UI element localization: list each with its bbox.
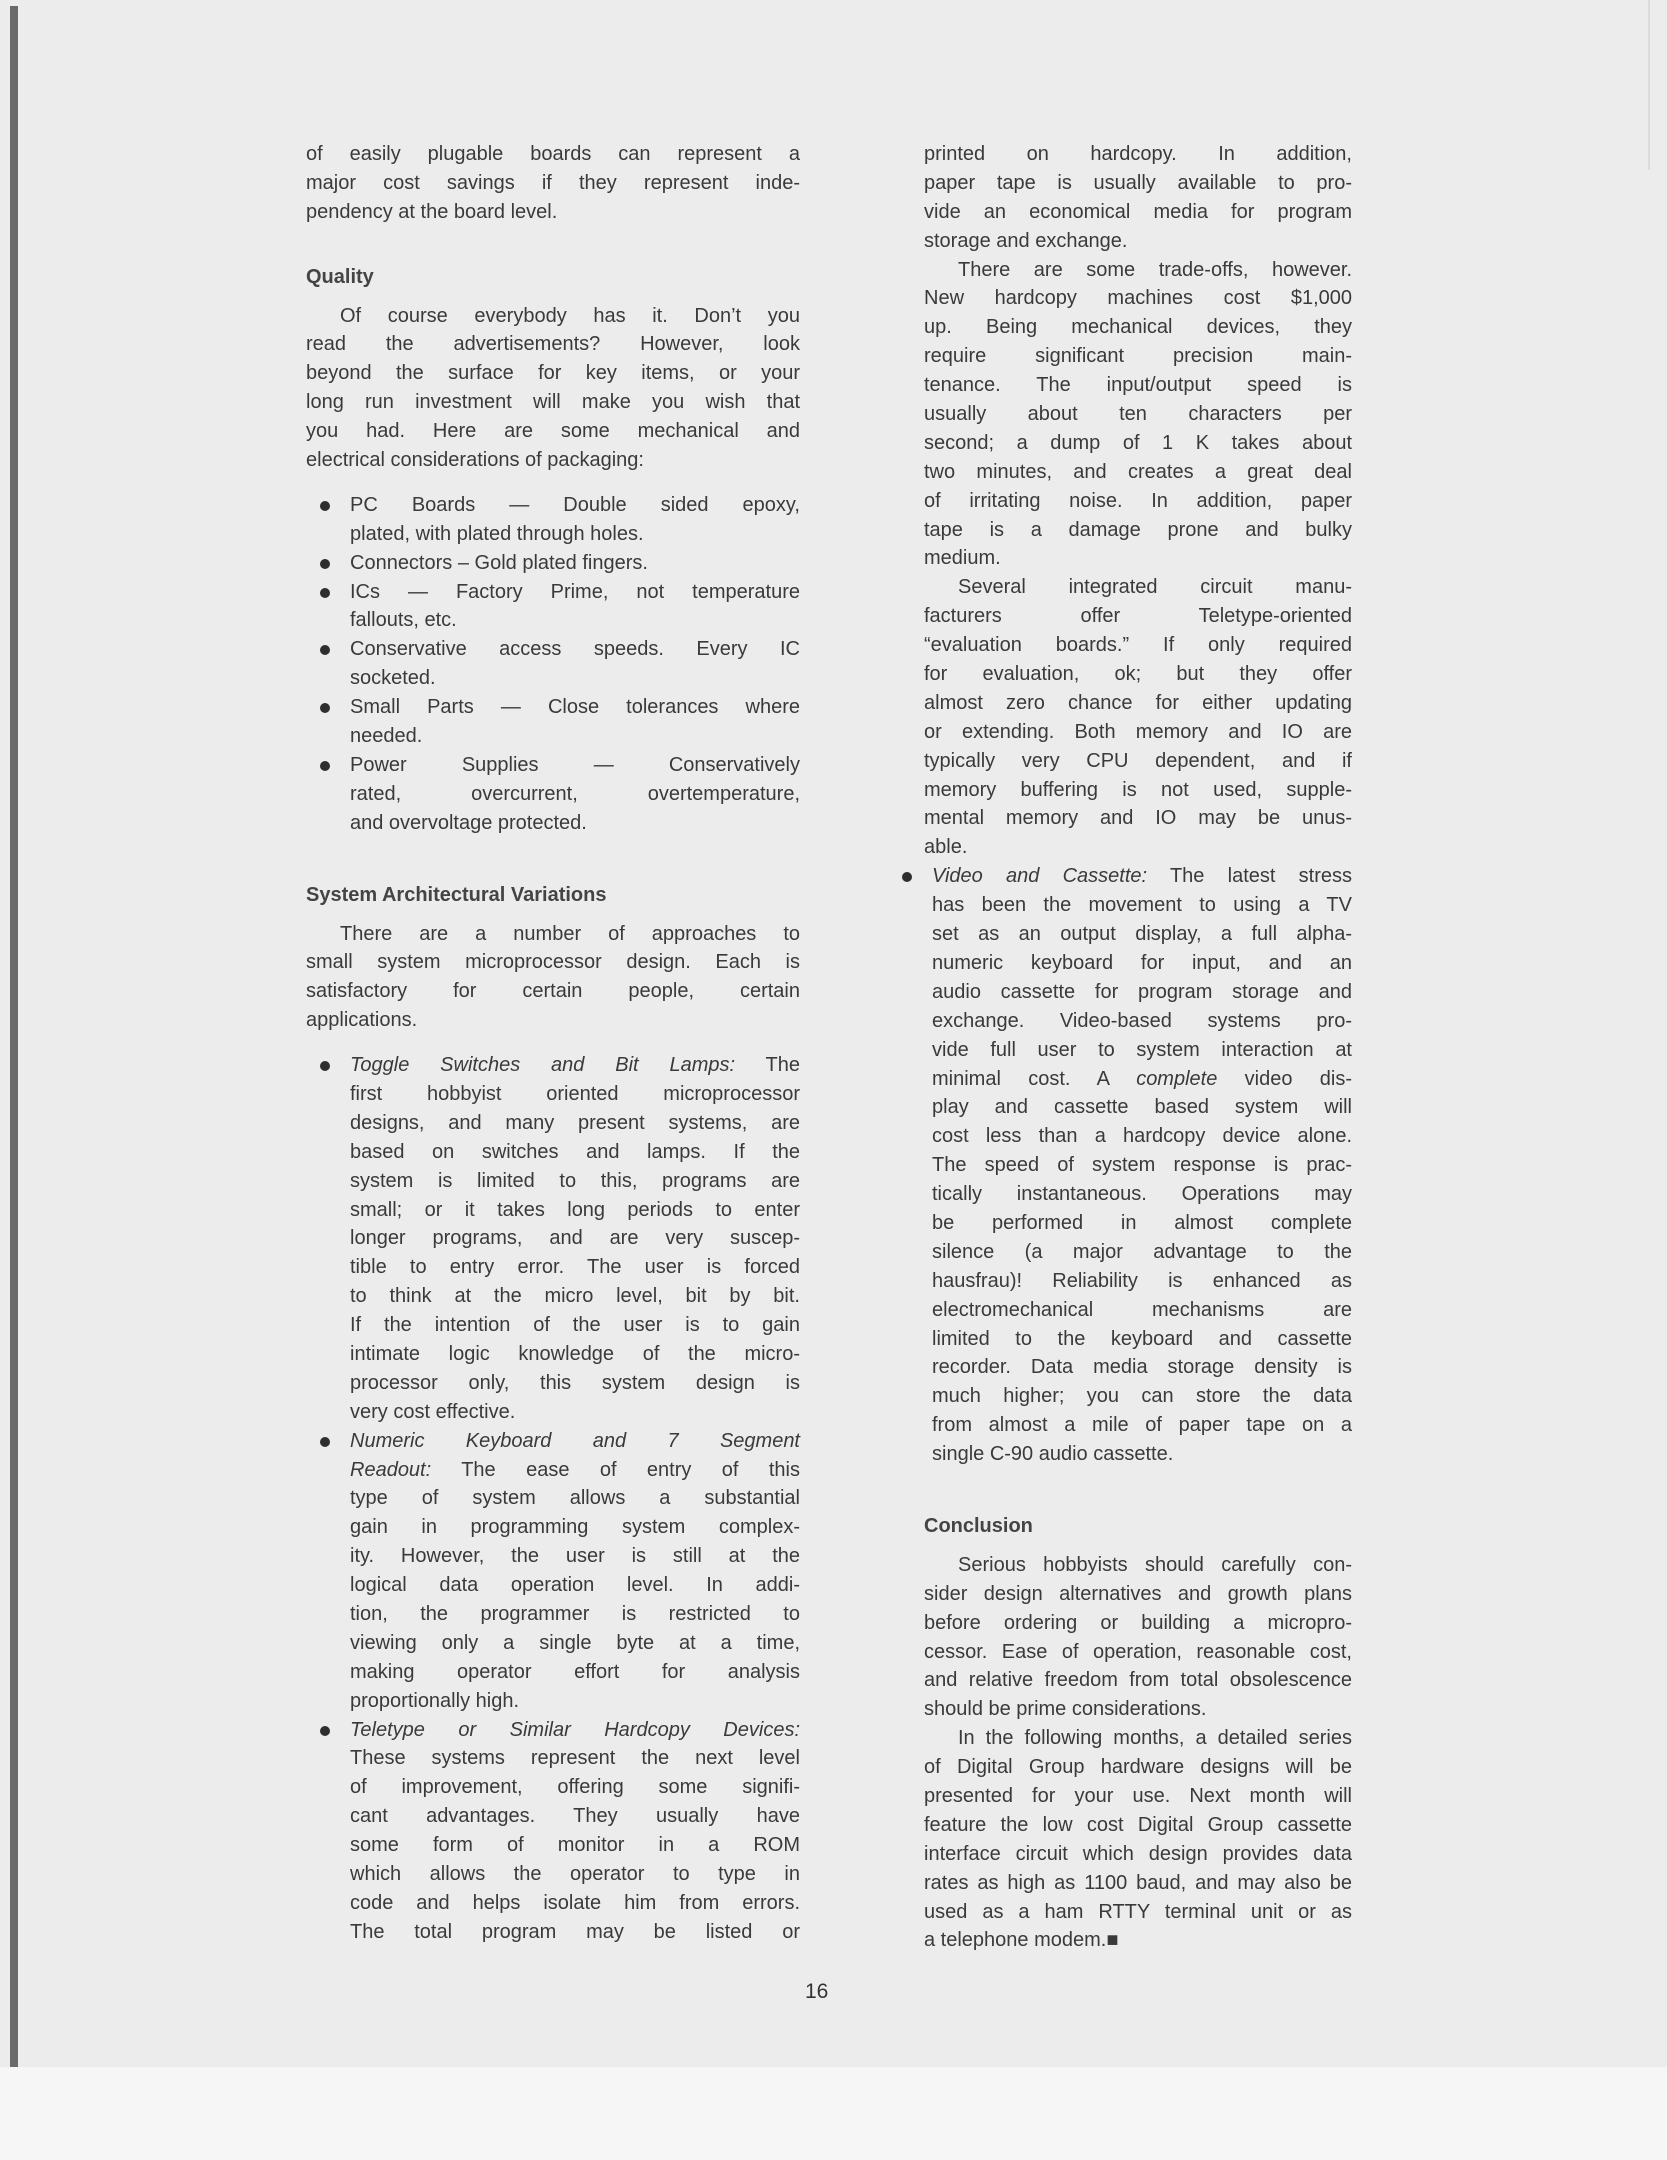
text-line: tape is a damage prone and bulky	[924, 518, 1352, 541]
text-line	[350, 1051, 800, 1080]
right-column	[924, 140, 1352, 1955]
text-run: The latest stress	[1147, 865, 1352, 888]
text-line: rates as high as 1100 baud, and may also be	[924, 1871, 1352, 1894]
paragraph	[306, 140, 800, 227]
text-line: “evaluation boards.” If only required	[924, 634, 1352, 657]
text-line: Of course everybody has it. Don’t you	[340, 304, 800, 327]
text-line	[932, 862, 1352, 891]
bullet-item	[306, 635, 800, 693]
bullet-item	[306, 491, 800, 549]
text-line: or extending. Both memory and IO are	[924, 720, 1352, 743]
text-line: paper tape is usually available to pro-	[924, 171, 1352, 194]
text-line: proportionally high.	[350, 1689, 519, 1712]
text-line: limited to the keyboard and cassette	[932, 1327, 1352, 1350]
text-line: type of system allows a substantial	[350, 1487, 800, 1510]
text-line: system is limited to this, programs are	[350, 1169, 800, 1192]
bullet-item	[306, 693, 800, 751]
scan-right-edge	[1648, 0, 1650, 170]
text-run: minimal cost. A	[932, 1067, 1137, 1090]
bullet-item	[306, 1427, 800, 1716]
text-line: two minutes, and creates a great deal	[924, 460, 1352, 483]
text-line	[350, 1427, 800, 1456]
text-line: Connectors – Gold plated fingers.	[350, 551, 648, 574]
paragraph	[306, 302, 800, 475]
bullet-item	[306, 751, 800, 838]
bullet-item	[306, 1716, 800, 1947]
text-line: facturers offer Teletype-oriented	[924, 605, 1352, 628]
text-line: usually about ten characters per	[924, 403, 1352, 426]
page-number: 16	[805, 1980, 829, 2003]
text-line: processor only, this system design is	[350, 1371, 800, 1394]
bullet-item	[306, 1051, 800, 1427]
bullet-icon	[320, 588, 330, 598]
paragraph	[306, 920, 800, 1036]
bullet-list	[306, 1051, 800, 1947]
text-line: These systems represent the next level	[350, 1747, 800, 1770]
text-line: viewing only a single byte at a time,	[350, 1631, 800, 1654]
text-line: cant advantages. They usually have	[350, 1805, 800, 1828]
text-line: beyond the surface for key items, or your	[306, 362, 800, 385]
text-line: from almost a mile of paper tape on a	[932, 1414, 1352, 1437]
text-line: based on switches and lamps. If the	[350, 1140, 800, 1163]
text-line: socketed.	[350, 667, 436, 690]
text-line: tion, the programmer is restricted to	[350, 1603, 800, 1625]
bullet-item	[306, 578, 800, 636]
italic-run: complete	[1136, 1067, 1218, 1090]
text-line: designs, and many present systems, are	[350, 1111, 800, 1134]
text-line: before ordering or building a micropro-	[924, 1611, 1352, 1634]
text-line: almost zero chance for either updating	[924, 691, 1352, 714]
paragraph	[924, 1724, 1352, 1955]
bullet-icon	[902, 872, 912, 882]
bullet-icon	[320, 703, 330, 713]
page-bottom-margin	[0, 2067, 1667, 2160]
text-line: require significant precision main-	[924, 345, 1352, 368]
italic-run: Numeric Keyboard and 7 Segment	[350, 1429, 800, 1452]
bullet-item	[924, 862, 1352, 1469]
text-run: video dis-	[1217, 1067, 1352, 1090]
paragraph	[924, 1551, 1352, 1724]
text-line: up. Being mechanical devices, they	[924, 316, 1352, 339]
text-line: be performed in almost complete	[932, 1211, 1352, 1234]
text-line: fallouts, etc.	[350, 609, 457, 632]
text-line: for evaluation, ok; but they offer	[924, 663, 1352, 686]
text-line: The speed of system response is prac-	[932, 1154, 1352, 1177]
text-line: set as an output display, a full alpha-	[932, 923, 1352, 946]
text-line: rated, overcurrent, overtemperature,	[350, 782, 800, 805]
text-line: play and cassette based system will	[932, 1096, 1352, 1119]
bullet-icon	[320, 761, 330, 771]
text-line: longer programs, and are very suscep-	[350, 1227, 800, 1250]
text-run: The	[735, 1054, 800, 1077]
text-line: to think at the micro level, bit by bit.	[350, 1285, 800, 1308]
text-line: ICs — Factory Prime, not temperature	[350, 580, 800, 603]
paragraph	[924, 256, 1352, 574]
paragraph	[924, 140, 1352, 256]
text-line: recorder. Data media storage density is	[932, 1356, 1352, 1379]
text-line: pendency at the board level.	[306, 200, 558, 223]
text-line: has been the movement to using a TV	[932, 894, 1352, 917]
paragraph	[924, 573, 1352, 862]
text-line: typically very CPU dependent, and if	[924, 749, 1352, 772]
text-line: and relative freedom from total obsolescence	[924, 1669, 1352, 1692]
text-line: Small Parts — Close tolerances where	[350, 696, 800, 719]
text-line: plated, with plated through holes.	[350, 522, 644, 545]
text-line	[350, 1456, 800, 1485]
text-line: much higher; you can store the data	[932, 1385, 1352, 1408]
text-line: medium.	[924, 547, 1001, 570]
text-line: code and helps isolate him from errors.	[350, 1891, 800, 1914]
text-run: The ease of entry of this	[431, 1458, 800, 1481]
text-line: of Digital Group hardware designs will be	[924, 1756, 1352, 1779]
italic-run: Video and Cassette:	[932, 865, 1148, 888]
text-line: first hobbyist oriented microprocessor	[350, 1082, 800, 1105]
bullet-list	[306, 491, 800, 838]
text-line: cost less than a hardcopy device alone.	[932, 1125, 1352, 1148]
text-line: used as a ham RTTY terminal unit or as	[924, 1900, 1352, 1923]
text-line: silence (a major advantage to the	[932, 1240, 1352, 1263]
text-line: very cost effective.	[350, 1400, 516, 1423]
text-line: presented for your use. Next month will	[924, 1785, 1352, 1807]
text-line: ity. However, the user is still at the	[350, 1545, 800, 1568]
bullet-icon	[320, 1061, 330, 1071]
italic-run: Teletype or Similar Hardcopy Devices:	[350, 1718, 800, 1741]
text-line: satisfactory for certain people, certain	[306, 980, 800, 1003]
text-line: sider design alternatives and growth plans	[924, 1582, 1352, 1605]
bullet-icon	[320, 559, 330, 569]
text-line: able.	[924, 836, 968, 859]
text-line: tenance. The input/output speed is	[924, 374, 1352, 397]
italic-run: Toggle Switches and Bit Lamps:	[350, 1054, 736, 1077]
bullet-icon	[320, 1726, 330, 1736]
text-line: cessor. Ease of operation, reasonable cost,	[924, 1640, 1352, 1663]
text-line: intimate logic knowledge of the micro-	[350, 1342, 800, 1365]
text-line: read the advertisements? However, look	[306, 333, 800, 356]
text-line	[350, 1716, 800, 1745]
text-line: of irritating noise. In addition, paper	[924, 489, 1352, 512]
text-line: tically instantaneous. Operations may	[932, 1183, 1352, 1206]
left-column	[306, 140, 800, 1947]
text-line: electrical considerations of packaging:	[306, 449, 644, 472]
bullet-list	[924, 862, 1352, 1469]
text-line: applications.	[306, 1009, 418, 1032]
text-line: vide an economical media for program	[924, 200, 1352, 223]
text-line: second; a dump of 1 K takes about	[924, 431, 1352, 454]
bullet-icon	[320, 501, 330, 511]
text-line: needed.	[350, 725, 423, 748]
text-line	[932, 1065, 1352, 1094]
text-line: There are a number of approaches to	[340, 922, 800, 945]
text-line: Power Supplies — Conservatively	[350, 753, 800, 776]
text-line: small; or it takes long periods to enter	[350, 1198, 800, 1221]
text-line: of improvement, offering some signifi-	[350, 1776, 800, 1799]
text-line: printed on hardcopy. In addition,	[924, 143, 1352, 165]
text-line: which allows the operator to type in	[350, 1863, 800, 1886]
text-line: vide full user to system interaction at	[932, 1038, 1352, 1061]
text-line: electromechanical mechanisms are	[932, 1298, 1352, 1321]
text-line: PC Boards — Double sided epoxy,	[350, 493, 800, 516]
text-line: and overvoltage protected.	[350, 811, 587, 834]
text-line: hausfrau)! Reliability is enhanced as	[932, 1269, 1352, 1292]
text-line: If the intention of the user is to gain	[350, 1314, 800, 1337]
text-line: you had. Here are some mechanical and	[306, 420, 800, 443]
text-line: small system microprocessor design. Each is	[306, 951, 800, 974]
text-line: some form of monitor in a ROM	[350, 1834, 800, 1857]
text-line: major cost savings if they represent inde-	[306, 171, 800, 194]
text-line: There are some trade-offs, however.	[958, 258, 1352, 281]
text-line: Several integrated circuit manu-	[958, 576, 1352, 599]
bullet-icon	[320, 645, 330, 655]
text-line: Conservative access speeds. Every IC	[350, 638, 800, 661]
text-line: memory buffering is not used, supple-	[924, 778, 1352, 801]
section-heading: Conclusion	[924, 1514, 1033, 1537]
section-heading: Quality	[306, 265, 374, 288]
text-line: making operator effort for analysis	[350, 1660, 800, 1683]
text-line: interface circuit which design provides data	[924, 1842, 1352, 1865]
text-line: exchange. Video-based systems pro-	[932, 1009, 1352, 1032]
text-line: tible to entry error. The user is forced	[350, 1256, 800, 1279]
text-line: gain in programming system complex-	[350, 1516, 800, 1539]
text-line: a telephone modem.■	[924, 1929, 1119, 1952]
bullet-item	[306, 549, 800, 578]
text-line: of easily plugable boards can represent a	[306, 143, 800, 165]
bullet-icon	[320, 1437, 330, 1447]
text-line: New hardcopy machines cost $1,000	[924, 287, 1352, 310]
text-line: mental memory and IO may be unus-	[924, 807, 1352, 830]
text-line: numeric keyboard for input, and an	[932, 951, 1352, 974]
text-line: storage and exchange.	[924, 229, 1128, 252]
text-line: The total program may be listed or	[350, 1920, 800, 1943]
text-line: audio cassette for program storage and	[932, 980, 1352, 1003]
section-heading: System Architectural Variations	[306, 883, 607, 906]
text-line: long run investment will make you wish that	[306, 391, 800, 414]
text-line: feature the low cost Digital Group cassette	[924, 1813, 1352, 1836]
italic-run: Readout:	[350, 1458, 432, 1481]
scan-binding-edge	[10, 6, 18, 2067]
text-line: single C-90 audio cassette.	[932, 1443, 1174, 1466]
text-line: Serious hobbyists should carefully con-	[958, 1553, 1352, 1576]
text-line: should be prime considerations.	[924, 1698, 1207, 1721]
text-line: logical data operation level. In addi-	[350, 1574, 800, 1597]
text-line: In the following months, a detailed series	[958, 1727, 1352, 1750]
